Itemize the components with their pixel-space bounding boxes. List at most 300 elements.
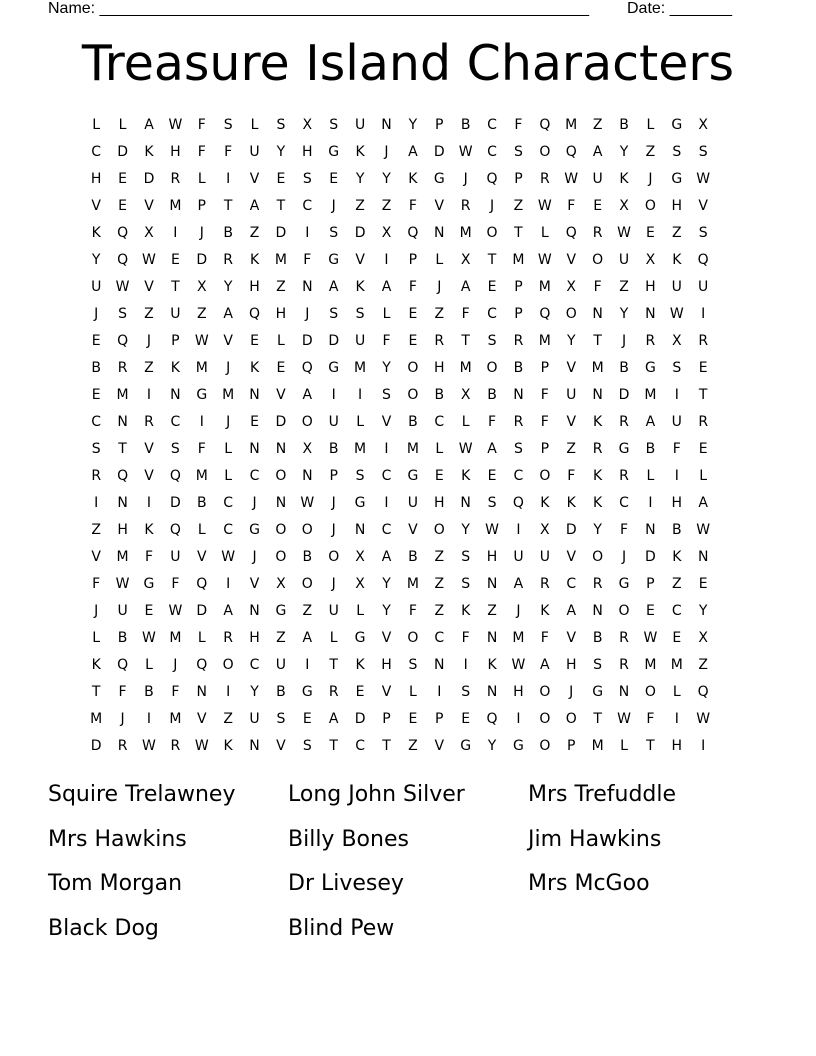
- grid-letter: R: [460, 198, 471, 214]
- grid-letter: N: [381, 117, 392, 133]
- grid-letter: I: [199, 414, 204, 430]
- grid-letter: M: [459, 360, 472, 376]
- grid-letter: G: [618, 576, 630, 592]
- grid-letter: O: [592, 252, 604, 268]
- grid-letter: O: [275, 522, 287, 538]
- grid-letter: E: [487, 468, 497, 484]
- grid-letter: O: [407, 360, 419, 376]
- grid-row: [83, 355, 743, 382]
- grid-letter: H: [381, 657, 392, 673]
- grid-letter: P: [408, 252, 418, 268]
- grid-letter: U: [117, 603, 128, 619]
- grid-letter: Z: [249, 225, 260, 241]
- grid-letter: H: [645, 279, 656, 295]
- grid-letter: B: [117, 630, 128, 646]
- grid-letter: G: [275, 603, 287, 619]
- grid-letter: N: [618, 684, 630, 700]
- grid-letter: L: [197, 522, 206, 538]
- grid-letter: U: [618, 252, 630, 268]
- grid-letter: L: [408, 684, 417, 700]
- grid-letter: Q: [565, 144, 577, 160]
- grid-letter: A: [460, 279, 471, 295]
- grid-letter: R: [619, 414, 629, 430]
- grid-letter: V: [249, 576, 260, 592]
- grid-row: [83, 517, 743, 544]
- grid-letter: L: [672, 684, 681, 700]
- grid-letter: M: [406, 576, 419, 592]
- grid-letter: S: [461, 549, 471, 565]
- grid-letter: A: [328, 711, 339, 727]
- grid-letter: L: [197, 630, 206, 646]
- grid-letter: L: [277, 333, 285, 349]
- grid-letter: V: [566, 630, 577, 646]
- grid-letter: E: [461, 711, 471, 727]
- grid-letter: W: [696, 522, 711, 538]
- grid-letter: M: [90, 711, 103, 727]
- grid-letter: D: [354, 711, 366, 727]
- grid-letter: S: [672, 360, 682, 376]
- grid-letter: Z: [619, 279, 629, 295]
- grid-letter: I: [701, 738, 706, 754]
- grid-letter: U: [91, 279, 102, 295]
- grid-letter: R: [144, 414, 154, 430]
- grid-letter: J: [569, 684, 574, 700]
- grid-letter: S: [276, 117, 286, 133]
- grid-letter: N: [460, 495, 471, 511]
- grid-letter: V: [408, 522, 418, 538]
- grid-letter: J: [173, 657, 178, 673]
- grid-letter: W: [168, 603, 183, 619]
- grid-letter: S: [487, 495, 497, 511]
- word-list-item: Dr Livesey: [288, 871, 404, 896]
- grid-letter: N: [249, 738, 260, 754]
- grid-letter: V: [566, 414, 577, 430]
- grid-letter: Q: [169, 522, 181, 538]
- grid-letter: N: [434, 657, 445, 673]
- grid-letter: S: [672, 144, 682, 160]
- grid-letter: A: [223, 306, 233, 322]
- grid-letter: K: [170, 360, 180, 376]
- grid-letter: M: [644, 657, 657, 673]
- grid-letter: W: [485, 522, 499, 538]
- grid-letter: Z: [434, 576, 445, 592]
- grid-letter: J: [463, 171, 468, 187]
- grid-letter: A: [513, 576, 524, 592]
- grid-letter: Y: [276, 144, 286, 160]
- grid-letter: Z: [645, 144, 656, 160]
- grid-letter: M: [565, 117, 578, 133]
- grid-letter: V: [381, 414, 392, 430]
- grid-letter: R: [223, 252, 234, 268]
- grid-letter: S: [461, 684, 471, 700]
- grid-letter: X: [460, 387, 471, 403]
- grid-letter: R: [619, 657, 629, 673]
- grid-letter: W: [194, 738, 209, 754]
- grid-letter: A: [408, 144, 418, 160]
- grid-letter: V: [223, 333, 233, 349]
- grid-letter: K: [355, 144, 365, 160]
- grid-letter: N: [592, 306, 603, 322]
- grid-letter: Z: [144, 360, 154, 376]
- grid-letter: F: [461, 306, 470, 322]
- grid-letter: G: [644, 360, 656, 376]
- grid-letter: G: [328, 252, 340, 268]
- grid-row: [83, 652, 743, 679]
- grid-letter: N: [592, 603, 603, 619]
- grid-letter: V: [434, 198, 445, 214]
- grid-letter: M: [591, 360, 604, 376]
- grid-letter: Y: [698, 603, 708, 619]
- grid-letter: C: [487, 117, 497, 133]
- word-list-item: Jim Hawkins: [528, 826, 662, 852]
- grid-letter: I: [226, 576, 231, 592]
- grid-letter: E: [487, 279, 497, 295]
- grid-letter: J: [252, 549, 257, 565]
- grid-letter: Z: [434, 549, 445, 565]
- grid-letter: K: [593, 468, 603, 484]
- grid-letter: M: [406, 441, 419, 457]
- grid-letter: W: [458, 441, 473, 457]
- grid-letter: M: [538, 333, 551, 349]
- grid-letter: M: [512, 630, 525, 646]
- grid-letter: Y: [461, 522, 470, 538]
- grid-letter: O: [301, 522, 313, 538]
- grid-letter: K: [672, 252, 682, 268]
- grid-row: [83, 382, 743, 409]
- grid-letter: I: [384, 441, 389, 457]
- grid-letter: V: [144, 441, 154, 457]
- grid-letter: S: [382, 387, 391, 403]
- grid-letter: M: [459, 225, 472, 241]
- grid-letter: T: [646, 738, 655, 754]
- grid-letter: V: [355, 252, 365, 268]
- grid-letter: K: [91, 225, 101, 241]
- grid-letter: D: [143, 171, 155, 187]
- grid-letter: Q: [117, 333, 129, 349]
- grid-letter: V: [381, 684, 392, 700]
- grid-letter: O: [407, 387, 419, 403]
- grid-letter: I: [674, 468, 679, 484]
- grid-letter: Z: [223, 711, 233, 727]
- grid-letter: Y: [408, 117, 418, 133]
- grid-letter: G: [407, 468, 419, 484]
- grid-letter: U: [407, 495, 418, 511]
- grid-letter: K: [223, 738, 233, 754]
- grid-letter: N: [486, 684, 498, 700]
- grid-letter: K: [593, 414, 603, 430]
- grid-letter: E: [144, 603, 154, 619]
- grid-row: [83, 220, 743, 247]
- grid-letter: C: [619, 495, 629, 511]
- grid-letter: F: [408, 279, 417, 295]
- grid-letter: U: [671, 414, 682, 430]
- grid-letter: N: [434, 225, 445, 241]
- grid-letter: Y: [382, 603, 391, 619]
- grid-letter: B: [460, 117, 471, 133]
- grid-letter: R: [645, 333, 656, 349]
- word-list-item: Mrs Hawkins: [48, 826, 187, 852]
- grid-letter: Z: [513, 198, 524, 214]
- grid-letter: B: [328, 441, 339, 457]
- grid-letter: J: [226, 360, 231, 376]
- grid-letter: H: [434, 360, 445, 376]
- grid-letter: C: [566, 576, 577, 592]
- grid-letter: D: [117, 144, 128, 160]
- word-list-item: Squire Trelawney: [48, 782, 236, 807]
- grid-letter: B: [408, 549, 418, 565]
- grid-letter: D: [565, 522, 577, 538]
- grid-letter: T: [276, 198, 286, 214]
- grid-letter: W: [221, 549, 236, 565]
- grid-letter: J: [516, 603, 521, 619]
- grid-letter: F: [144, 549, 153, 565]
- grid-letter: X: [276, 576, 286, 592]
- grid-letter: G: [513, 738, 524, 754]
- grid-letter: G: [196, 387, 208, 403]
- grid-letter: X: [540, 522, 550, 538]
- grid-letter: X: [619, 198, 629, 214]
- grid-letter: T: [593, 333, 602, 349]
- grid-letter: Z: [592, 117, 603, 133]
- grid-letter: F: [514, 117, 523, 133]
- grid-letter: V: [91, 198, 101, 214]
- grid-letter: N: [645, 522, 656, 538]
- grid-letter: X: [698, 630, 708, 646]
- grid-letter: X: [460, 252, 471, 268]
- grid-letter: M: [195, 468, 208, 484]
- grid-letter: S: [355, 468, 365, 484]
- grid-letter: N: [249, 441, 260, 457]
- grid-letter: S: [461, 576, 471, 592]
- grid-letter: I: [146, 387, 152, 403]
- grid-letter: D: [196, 603, 208, 619]
- grid-letter: T: [461, 333, 470, 349]
- grid-letter: E: [408, 333, 418, 349]
- grid-letter: Y: [382, 576, 391, 592]
- grid-letter: N: [645, 306, 656, 322]
- grid-letter: E: [276, 360, 286, 376]
- grid-letter: D: [618, 387, 630, 403]
- grid-letter: H: [170, 144, 181, 160]
- grid-letter: M: [222, 387, 235, 403]
- grid-letter: F: [540, 387, 549, 403]
- grid-letter: I: [674, 387, 679, 403]
- grid-letter: M: [116, 549, 129, 565]
- grid-letter: W: [142, 738, 156, 754]
- grid-letter: J: [331, 198, 336, 214]
- grid-letter: Z: [434, 306, 445, 322]
- grid-letter: R: [328, 684, 339, 700]
- grid-letter: U: [249, 711, 260, 727]
- grid-letter: K: [144, 144, 154, 160]
- grid-row: [83, 598, 743, 625]
- grid-letter: W: [643, 630, 658, 646]
- grid-letter: M: [116, 387, 129, 403]
- grid-letter: A: [302, 630, 313, 646]
- grid-letter: L: [356, 603, 364, 619]
- grid-letter: Y: [593, 522, 602, 538]
- grid-letter: O: [539, 468, 551, 484]
- grid-letter: I: [384, 252, 389, 268]
- grid-letter: L: [461, 414, 470, 430]
- grid-letter: Q: [697, 684, 709, 700]
- grid-letter: A: [302, 387, 313, 403]
- grid-letter: G: [671, 171, 683, 187]
- grid-letter: M: [195, 360, 208, 376]
- grid-letter: W: [537, 252, 552, 268]
- grid-letter: K: [593, 495, 603, 511]
- grid-letter: O: [539, 738, 551, 754]
- grid-letter: G: [592, 684, 604, 700]
- grid-row: [83, 463, 743, 490]
- grid-letter: H: [671, 738, 683, 754]
- grid-letter: M: [169, 198, 182, 214]
- grid-letter: L: [118, 117, 127, 133]
- grid-letter: J: [331, 576, 336, 592]
- grid-letter: B: [619, 117, 629, 133]
- grid-letter: O: [539, 144, 551, 160]
- grid-letter: A: [566, 603, 577, 619]
- grid-letter: W: [537, 198, 552, 214]
- grid-letter: H: [302, 144, 313, 160]
- grid-letter: Y: [566, 333, 576, 349]
- grid-letter: V: [144, 468, 154, 484]
- grid-letter: U: [566, 387, 577, 403]
- grid-letter: C: [381, 522, 392, 538]
- grid-letter: Q: [117, 225, 129, 241]
- grid-letter: W: [617, 225, 631, 241]
- grid-letter: V: [434, 738, 445, 754]
- grid-letter: F: [408, 603, 417, 619]
- grid-letter: B: [645, 441, 656, 457]
- grid-letter: A: [592, 144, 603, 160]
- grid-letter: J: [226, 414, 231, 430]
- grid-letter: X: [671, 333, 682, 349]
- grid-letter: J: [437, 279, 442, 295]
- grid-letter: I: [358, 387, 363, 403]
- grid-letter: E: [698, 360, 708, 376]
- grid-letter: K: [672, 549, 682, 565]
- grid-letter: S: [487, 333, 497, 349]
- grid-letter: E: [250, 414, 259, 430]
- grid-letter: T: [698, 387, 708, 403]
- grid-letter: Q: [117, 468, 129, 484]
- grid-letter: P: [514, 171, 523, 187]
- grid-letter: G: [354, 630, 366, 646]
- grid-letter: O: [275, 549, 287, 565]
- grid-letter: I: [226, 171, 231, 187]
- grid-letter: S: [91, 441, 101, 457]
- grid-letter: J: [199, 225, 204, 241]
- grid-letter: M: [670, 657, 683, 673]
- grid-letter: O: [301, 576, 313, 592]
- grid-letter: J: [489, 198, 495, 214]
- grid-letter: S: [302, 738, 312, 754]
- grid-letter: O: [565, 711, 577, 727]
- grid-letter: R: [539, 171, 550, 187]
- grid-letter: V: [196, 711, 207, 727]
- grid-letter: M: [354, 441, 367, 457]
- grid-letter: Y: [382, 171, 391, 187]
- grid-letter: I: [146, 495, 152, 511]
- grid-letter: R: [619, 630, 629, 646]
- grid-letter: S: [698, 225, 708, 241]
- grid-letter: N: [513, 387, 524, 403]
- grid-letter: E: [408, 711, 418, 727]
- grid-letter: K: [619, 171, 629, 187]
- grid-letter: H: [434, 495, 445, 511]
- grid-letter: E: [118, 171, 128, 187]
- grid-letter: G: [328, 360, 340, 376]
- grid-letter: B: [302, 549, 313, 565]
- grid-letter: P: [646, 576, 655, 592]
- grid-letter: H: [249, 630, 260, 646]
- grid-letter: Q: [196, 576, 208, 592]
- grid-letter: J: [621, 549, 627, 565]
- grid-letter: W: [168, 117, 183, 133]
- grid-letter: R: [698, 333, 709, 349]
- grid-letter: A: [540, 657, 550, 673]
- grid-letter: F: [382, 333, 391, 349]
- grid-letter: N: [302, 468, 313, 484]
- grid-letter: Z: [144, 306, 154, 322]
- grid-letter: R: [434, 333, 445, 349]
- grid-letter: I: [146, 711, 152, 727]
- grid-letter: F: [619, 522, 629, 538]
- grid-letter: W: [696, 711, 711, 727]
- grid-letter: R: [592, 225, 603, 241]
- word-list-item: Tom Morgan: [48, 871, 183, 896]
- grid-letter: P: [514, 279, 523, 295]
- grid-letter: P: [514, 306, 523, 322]
- grid-letter: O: [486, 225, 498, 241]
- grid-letter: N: [117, 414, 128, 430]
- grid-letter: E: [434, 468, 444, 484]
- grid-letter: O: [433, 522, 445, 538]
- grid-letter: I: [226, 684, 231, 700]
- grid-letter: S: [329, 306, 339, 322]
- grid-letter: B: [513, 360, 524, 376]
- grid-letter: M: [644, 387, 657, 403]
- grid-letter: O: [275, 468, 287, 484]
- grid-letter: P: [197, 198, 206, 214]
- grid-letter: S: [593, 657, 603, 673]
- grid-row: [83, 571, 743, 598]
- grid-letter: G: [301, 684, 313, 700]
- grid-letter: H: [671, 198, 683, 214]
- grid-letter: K: [540, 495, 550, 511]
- grid-row: [83, 193, 743, 220]
- grid-letter: G: [354, 495, 366, 511]
- grid-letter: H: [249, 279, 260, 295]
- grid-letter: N: [196, 684, 207, 700]
- grid-letter: O: [539, 711, 551, 727]
- grid-letter: Z: [355, 198, 365, 214]
- grid-letter: U: [671, 279, 682, 295]
- grid-letter: U: [249, 144, 260, 160]
- grid-letter: I: [701, 306, 706, 322]
- grid-letter: F: [540, 414, 549, 430]
- grid-letter: U: [354, 333, 366, 349]
- grid-letter: A: [381, 279, 392, 295]
- grid-letter: K: [566, 495, 576, 511]
- grid-row: [83, 706, 743, 733]
- grid-letter: D: [328, 333, 340, 349]
- grid-letter: V: [381, 630, 392, 646]
- grid-letter: L: [329, 630, 338, 646]
- grid-letter: P: [329, 468, 338, 484]
- grid-letter: L: [197, 171, 206, 187]
